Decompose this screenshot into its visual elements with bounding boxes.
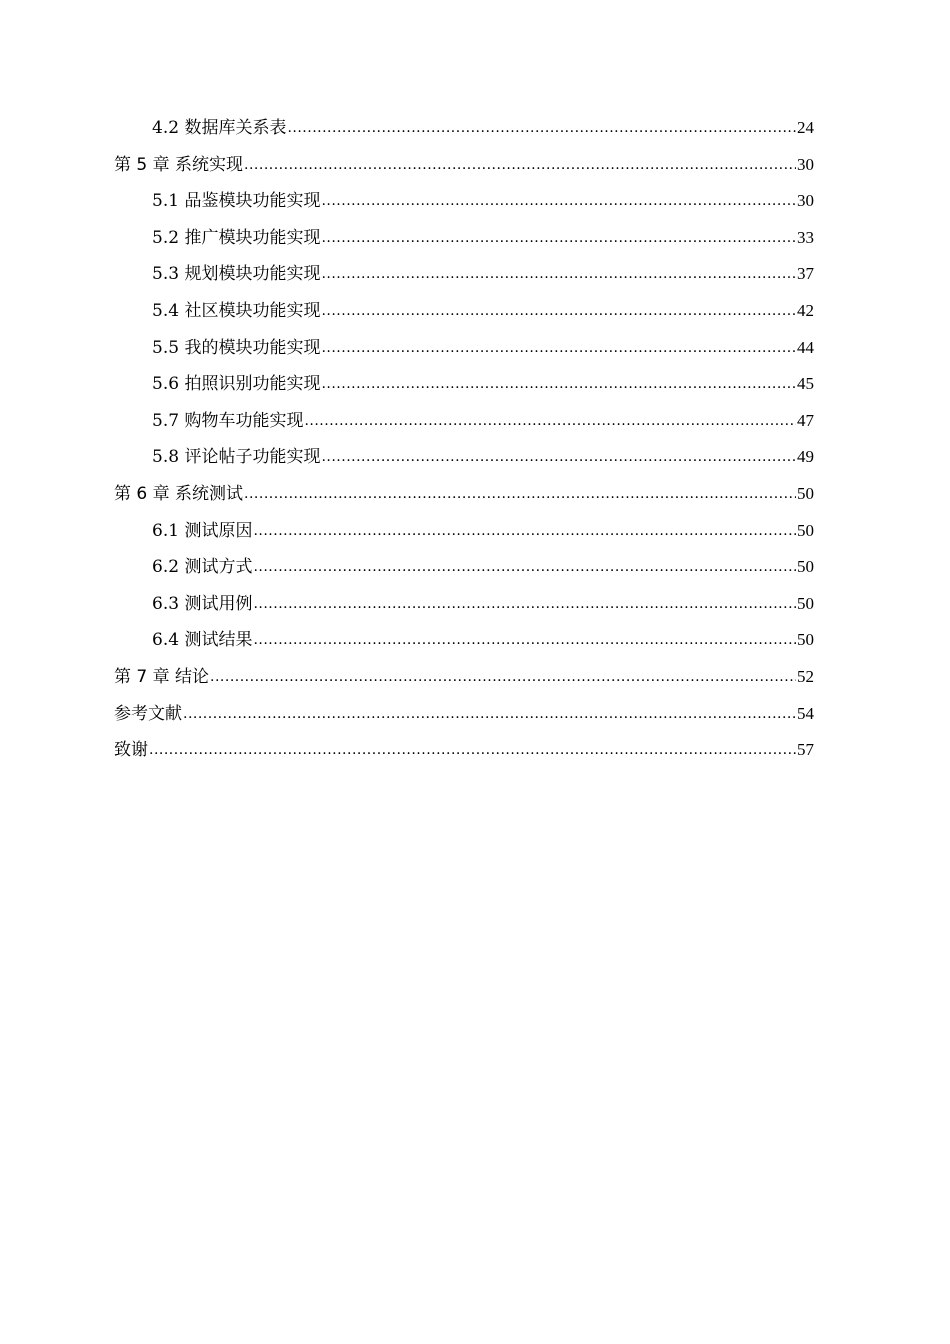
toc-entry-label: 第 5 章 系统实现 — [114, 154, 244, 175]
toc-entry-label: 5.3 规划模块功能实现 — [152, 264, 321, 285]
toc-dot-leader — [287, 116, 796, 133]
toc-entry-5-3[interactable] — [114, 256, 814, 293]
toc-dot-leader — [321, 262, 796, 279]
toc-entry-label: 5.2 推广模块功能实现 — [152, 227, 321, 248]
toc-entry-5-2[interactable] — [114, 220, 814, 257]
toc-entry-page: 50 — [797, 630, 814, 650]
toc-entry-page: 44 — [797, 337, 814, 357]
toc-entry-acknowledgements[interactable] — [114, 732, 814, 769]
toc-dot-leader — [244, 153, 796, 170]
toc-entry-label: 6.3 测试用例 — [152, 593, 253, 614]
toc-entry-5-4[interactable] — [114, 293, 814, 330]
toc-entry-page: 50 — [797, 520, 814, 540]
toc-dot-leader — [253, 628, 796, 645]
toc-entry-page: 52 — [797, 666, 814, 686]
toc-entry-6-4[interactable] — [114, 622, 814, 659]
toc-entry-page: 30 — [797, 191, 814, 211]
toc-dot-leader — [253, 519, 796, 536]
toc-entry-label: 6.1 测试原因 — [152, 520, 253, 541]
toc-entry-chapter-7[interactable] — [114, 659, 814, 696]
toc-entry-label: 5.7 购物车功能实现 — [152, 410, 304, 431]
toc-entry-5-7[interactable] — [114, 403, 814, 440]
toc-entry-label: 5.1 品鉴模块功能实现 — [152, 191, 321, 212]
toc-entry-page: 45 — [797, 374, 814, 394]
toc-entry-chapter-6[interactable] — [114, 476, 814, 513]
toc-dot-leader — [321, 189, 796, 206]
toc-entry-label: 第 7 章 结论 — [114, 666, 210, 687]
toc-entry-page: 47 — [797, 410, 814, 430]
toc-dot-leader — [253, 555, 796, 572]
toc-entry-6-3[interactable] — [114, 586, 814, 623]
toc-entry-label: 参考文献 — [114, 703, 182, 724]
toc-dot-leader — [253, 592, 796, 609]
toc-entry-page: 57 — [797, 740, 814, 760]
toc-entry-label: 5.6 拍照识别功能实现 — [152, 374, 321, 395]
toc-entry-5-5[interactable] — [114, 330, 814, 367]
toc-dot-leader — [321, 299, 796, 316]
toc-entry-label: 5.8 评论帖子功能实现 — [152, 447, 321, 468]
toc-entry-label: 致谢 — [114, 740, 148, 761]
toc-entry-page: 50 — [797, 483, 814, 503]
toc-entry-page: 33 — [797, 227, 814, 247]
toc-entry-label: 6.4 测试结果 — [152, 630, 253, 651]
toc-entry-5-8[interactable] — [114, 439, 814, 476]
toc-dot-leader — [149, 738, 796, 755]
toc-entry-6-1[interactable] — [114, 513, 814, 550]
toc-entry-label: 5.5 我的模块功能实现 — [152, 337, 321, 358]
toc-dot-leader — [210, 665, 796, 682]
toc-entry-5-6[interactable] — [114, 366, 814, 403]
toc-entry-page: 50 — [797, 593, 814, 613]
toc-entry-label: 第 6 章 系统测试 — [114, 483, 244, 504]
toc-entry-label: 4.2 数据库关系表 — [152, 118, 287, 138]
toc-dot-leader — [321, 445, 796, 462]
toc-dot-leader — [321, 336, 796, 353]
toc-entry-chapter-5[interactable] — [114, 147, 814, 184]
toc-entry-page: 24 — [797, 118, 814, 137]
toc-entry-page: 42 — [797, 300, 814, 320]
toc-entry-page: 37 — [797, 264, 814, 284]
toc-entry-label: 5.4 社区模块功能实现 — [152, 300, 321, 321]
toc-dot-leader — [321, 372, 796, 389]
toc-entry-label: 6.2 测试方式 — [152, 557, 253, 578]
toc-entry-5-1[interactable] — [114, 183, 814, 220]
table-of-contents — [114, 110, 814, 769]
toc-entry-6-2[interactable] — [114, 549, 814, 586]
toc-dot-leader — [183, 702, 796, 719]
toc-dot-leader — [304, 409, 796, 426]
toc-entry-page: 54 — [797, 703, 814, 723]
toc-entry-page: 30 — [797, 154, 814, 174]
toc-dot-leader — [321, 226, 796, 243]
toc-entry-references[interactable] — [114, 696, 814, 733]
toc-dot-leader — [244, 482, 796, 499]
toc-entry-4-2[interactable] — [114, 110, 814, 147]
toc-entry-page: 50 — [797, 557, 814, 577]
toc-entry-page: 49 — [797, 447, 814, 467]
